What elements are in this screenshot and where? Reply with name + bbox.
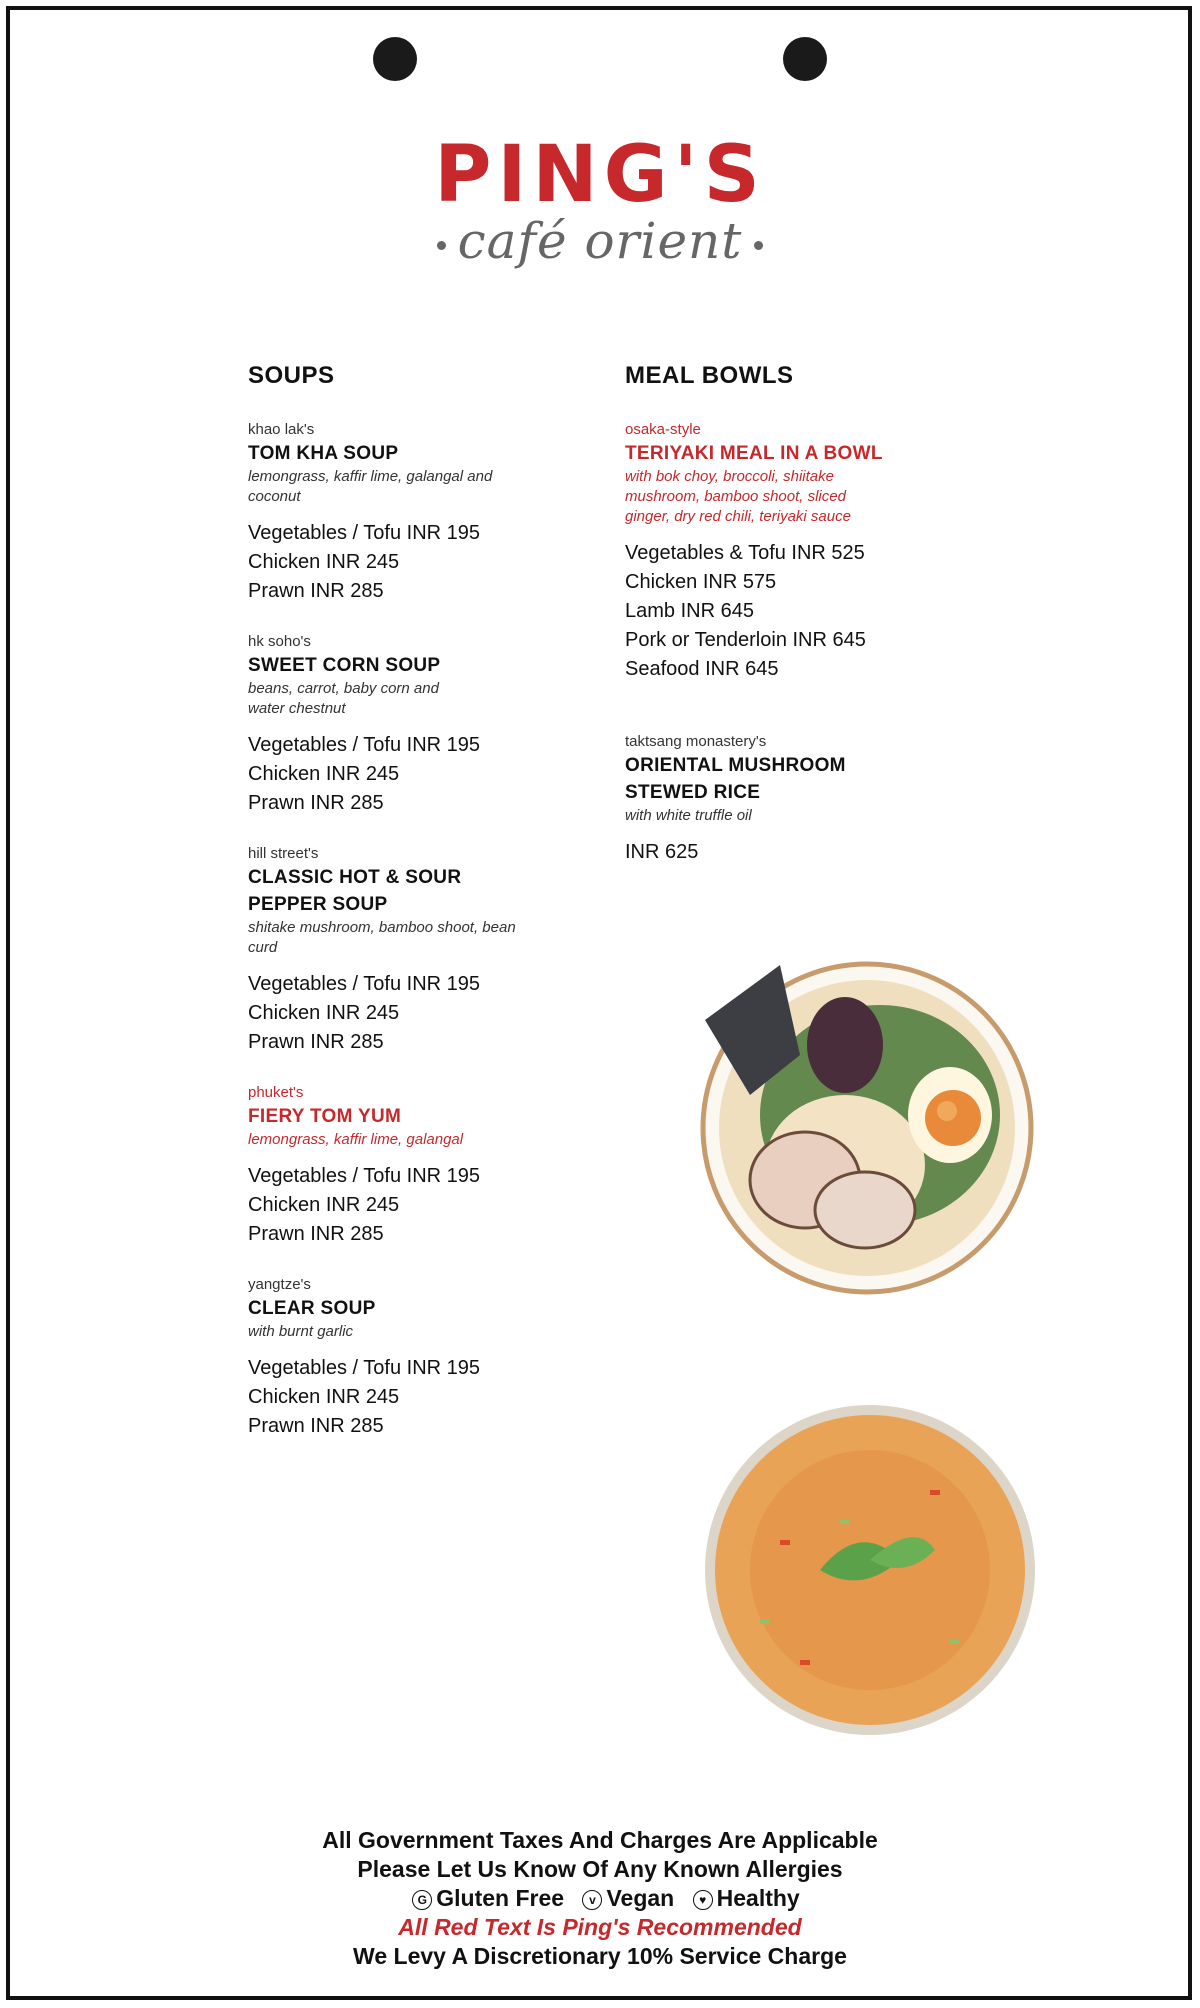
service-charge-note: We Levy A Discretionary 10% Service Charge bbox=[353, 1943, 847, 1969]
item-name: TOM KHA SOUP bbox=[248, 443, 399, 464]
item-price: Chicken INR 575 bbox=[625, 571, 777, 593]
punch-hole-right bbox=[783, 37, 827, 81]
item-price: Prawn INR 285 bbox=[248, 1031, 384, 1053]
item-origin: phuket's bbox=[248, 1084, 304, 1101]
item-desc: with bok choy, broccoli, shiitake mushroom, bamboo shoot, sliced ginger, dry red chili, teriyaki sauce bbox=[625, 468, 851, 525]
item-price: Prawn INR 285 bbox=[248, 580, 384, 602]
menu-item-teriyaki-bowl bbox=[625, 420, 955, 684]
item-origin: hill street's bbox=[248, 845, 319, 862]
menu-item-hot-sour bbox=[248, 844, 578, 1057]
healthy-icon: ♥ bbox=[693, 1890, 713, 1910]
gluten-free-icon: G bbox=[412, 1890, 432, 1910]
dietary-legend bbox=[0, 1884, 1200, 1913]
menu-item-sweet-corn bbox=[248, 632, 578, 818]
menu-item-mushroom-rice bbox=[625, 732, 955, 867]
healthy-label: Healthy bbox=[716, 1885, 800, 1911]
item-price: Prawn INR 285 bbox=[248, 792, 384, 814]
item-price: Vegetables & Tofu INR 525 bbox=[625, 542, 865, 564]
item-price: Chicken INR 245 bbox=[248, 551, 400, 573]
item-name: ORIENTAL MUSHROOM STEWED RICE bbox=[625, 755, 846, 803]
item-price: Vegetables / Tofu INR 195 bbox=[248, 973, 481, 995]
meal-bowls-title: MEAL BOWLS bbox=[625, 362, 794, 389]
item-origin: osaka-style bbox=[625, 421, 701, 438]
menu-item-tom-kha bbox=[248, 420, 578, 606]
punch-hole-left bbox=[373, 37, 417, 81]
item-price: Seafood INR 645 bbox=[625, 658, 779, 680]
item-desc: beans, carrot, baby corn and water chestnut bbox=[248, 680, 439, 717]
item-name: CLASSIC HOT & SOUR PEPPER SOUP bbox=[248, 867, 462, 915]
vegan-label: Vegan bbox=[606, 1885, 675, 1911]
ramen-bowl-illustration bbox=[695, 935, 1040, 1305]
taxes-note: All Government Taxes And Charges Are Applicable bbox=[322, 1827, 878, 1853]
item-price: Vegetables / Tofu INR 195 bbox=[248, 1357, 481, 1379]
gluten-free-label: Gluten Free bbox=[436, 1885, 565, 1911]
item-price: Chicken INR 245 bbox=[248, 1386, 400, 1408]
item-price: Chicken INR 245 bbox=[248, 1002, 400, 1024]
item-name: CLEAR SOUP bbox=[248, 1298, 376, 1319]
soup-bowl-illustration bbox=[700, 1400, 1040, 1740]
item-desc: shitake mushroom, bamboo shoot, bean curd bbox=[248, 919, 516, 956]
menu-footer bbox=[0, 1826, 1200, 1971]
recommended-note: All Red Text Is Ping's Recommended bbox=[398, 1914, 802, 1940]
item-price: Chicken INR 245 bbox=[248, 1194, 400, 1216]
item-origin: yangtze's bbox=[248, 1276, 311, 1293]
item-name: FIERY TOM YUM bbox=[248, 1106, 402, 1127]
vegan-icon: v bbox=[582, 1890, 602, 1910]
item-origin: hk soho's bbox=[248, 633, 311, 650]
item-price: Vegetables / Tofu INR 195 bbox=[248, 1165, 481, 1187]
item-desc: with burnt garlic bbox=[248, 1323, 354, 1340]
item-price: Vegetables / Tofu INR 195 bbox=[248, 734, 481, 756]
brand-tagline-row bbox=[0, 212, 1200, 270]
item-desc: lemongrass, kaffir lime, galangal and coconut bbox=[248, 468, 493, 505]
soups-title: SOUPS bbox=[248, 362, 335, 389]
item-price: Prawn INR 285 bbox=[248, 1223, 384, 1245]
item-origin: taktsang monastery's bbox=[625, 733, 767, 750]
item-price: Vegetables / Tofu INR 195 bbox=[248, 522, 481, 544]
meal-bowls-column bbox=[625, 362, 955, 893]
tagline-dot-right bbox=[754, 241, 763, 250]
brand-tagline: café orient bbox=[457, 212, 743, 270]
allergies-note: Please Let Us Know Of Any Known Allergies bbox=[357, 1856, 843, 1882]
brand-name: PING'S bbox=[434, 130, 766, 220]
tagline-dot-left bbox=[437, 241, 446, 250]
menu-item-tom-yum bbox=[248, 1083, 578, 1249]
item-desc: lemongrass, kaffir lime, galangal bbox=[248, 1131, 464, 1148]
item-price: Pork or Tenderloin INR 645 bbox=[625, 629, 866, 651]
soups-column bbox=[248, 362, 578, 1467]
item-origin: khao lak's bbox=[248, 421, 315, 438]
item-price: Prawn INR 285 bbox=[248, 1415, 384, 1437]
item-price: Chicken INR 245 bbox=[248, 763, 400, 785]
item-name: SWEET CORN SOUP bbox=[248, 655, 441, 676]
item-price: INR 625 bbox=[625, 841, 699, 863]
menu-item-clear-soup bbox=[248, 1275, 578, 1441]
item-price: Lamb INR 645 bbox=[625, 600, 754, 622]
item-desc: with white truffle oil bbox=[625, 807, 752, 824]
item-name: TERIYAKI MEAL IN A BOWL bbox=[625, 443, 883, 464]
